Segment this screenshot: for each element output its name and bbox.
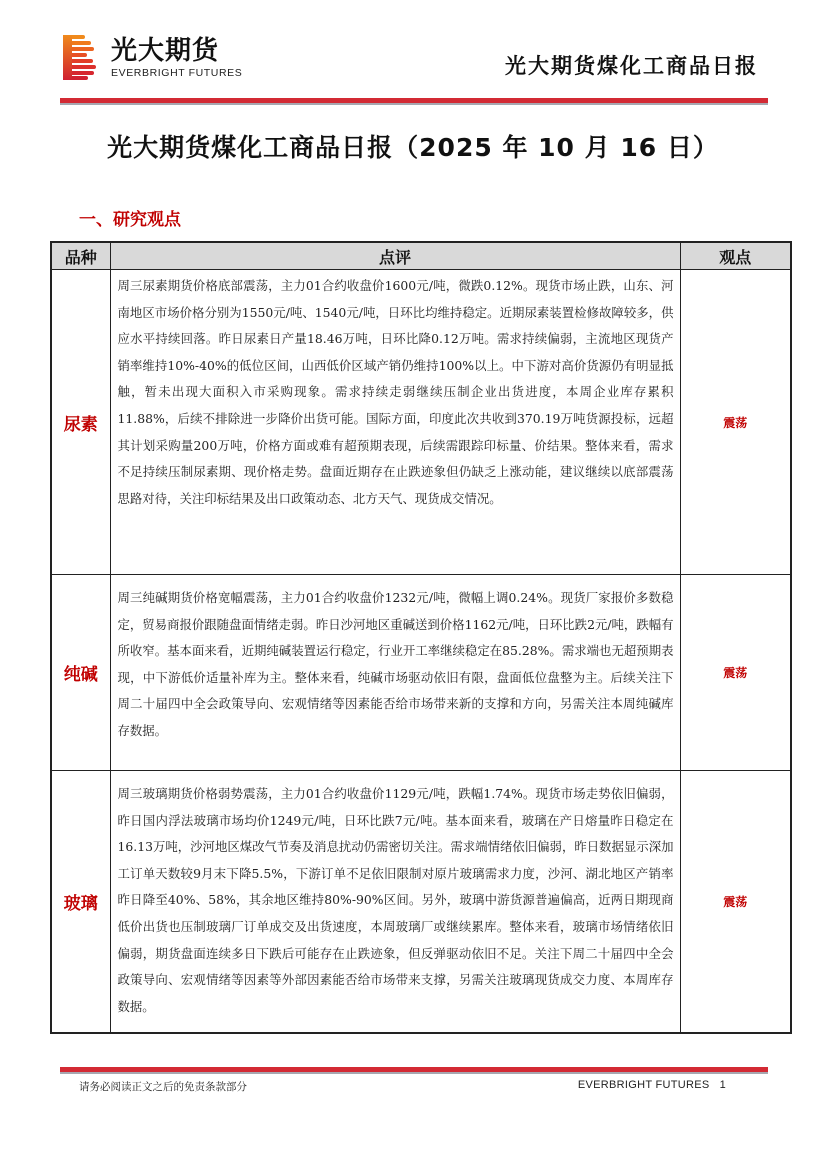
everbright-logo-icon: [63, 35, 97, 80]
view-cell: 震荡: [680, 270, 791, 575]
variety-cell: 玻璃: [51, 771, 110, 1034]
brand-name-en: EVERBRIGHT FUTURES: [111, 66, 243, 79]
footer-disclaimer: 请务必阅读正文之后的免责条款部分: [79, 1081, 247, 1093]
comment-cell: 周三玻璃期货价格弱势震荡，主力01合约收盘价1129元/吨，跌幅1.74%。现货市场走势依旧偏弱，昨日国内浮法玻璃市场均价1249元/吨，日环比跌7元/吨。基本面来看，玻璃在产日熔量昨日稳定在16.13万吨，沙河地区煤改气节奏及消息扰动仍需密切关注。需求端情绪依旧偏弱，昨日数据显示深加工订单天数较9月末下降5.5%，下游订单不足依旧限制对原片玻璃需求力度，沙河、湖北地区产销率昨日降至40%、58%，其余地区维持80%-90%区间。另外，玻璃中游货源普遍偏高，近两日期现商低价出货也压制玻璃厂订单成交及出货速度，本周玻璃厂或继续累库。整体来看，玻璃市场情绪依旧偏弱，期货盘面连续多日下跌后可能存在止跌迹象，但反弹驱动依旧不足。关注下周二十届四中全会政策导向、宏观情绪等因素等外部因素能否给市场带来支撑，另需关注玻璃现货成交力度、本周库存数据。: [110, 771, 680, 1034]
table-header-row: [51, 242, 791, 270]
header-title: 光大期货煤化工商品日报: [505, 54, 758, 78]
brand-logo: [63, 35, 242, 80]
footer-divider: [60, 1067, 768, 1072]
page-number: 1: [719, 1079, 726, 1091]
document-title: 光大期货煤化工商品日报（2025 年 10 月 16 日）: [107, 133, 719, 162]
comment-cell: 周三尿素期货价格底部震荡，主力01合约收盘价1600元/吨，微跌0.12%。现货市场止跌，山东、河南地区市场价格分别为1550元/吨、1540元/吨，日环比均维持稳定。近期尿素装置检修故障较多，供应水平持续回落。昨日尿素日产量18.46万吨，日环比降0.12万吨。需求持续偏弱，主流地区现货产销率维持10%-40%的低位区间，山西低价区域产销仍维持100%以上。中下游对高价货源仍有明显抵触，暂未出现大面积入市采购现象。需求持续走弱继续压制企业出货进度，本周企业库存累积11.88%，后续不排除进一步降价出货可能。国际方面，印度此次共收到370.19万吨货源投标，远超其计划采购量200万吨，价格方面或难有超预期表现，后续需跟踪印标量、价结果。整体来看，需求不足持续压制尿素期、现价格走势。盘面近期存在止跌迹象但仍缺乏上涨动能，建议继续以底部震荡思路对待，关注印标结果及出口政策动态、北方天气、现货成交情况。: [110, 270, 680, 575]
research-views-table: [50, 241, 792, 1034]
column-header-view: 观点: [680, 242, 791, 270]
table-row: [51, 270, 791, 575]
column-header-variety: 品种: [51, 242, 110, 270]
footer-brand-name: EVERBRIGHT FUTURES: [577, 1079, 710, 1091]
variety-cell: 尿素: [51, 270, 110, 575]
comment-cell: 周三纯碱期货价格宽幅震荡，主力01合约收盘价1232元/吨，微幅上调0.24%。现货厂家报价多数稳定，贸易商报价跟随盘面情绪走弱。昨日沙河地区重碱送到价格1162元/吨，日环比跌2元/吨，跌幅有所收窄。基本面来看，近期纯碱装置运行稳定，行业开工率继续稳定在85.28%。需求端也无超预期表现，中下游低价适量补库为主。整体来看，纯碱市场驱动依旧有限，盘面低位盘整为主。后续关注下周二十届四中全会政策导向、宏观情绪等因素能否给市场带来新的支撑和方向，另需关注本周纯碱库存数据。: [110, 575, 680, 771]
column-header-comment: 点评: [110, 242, 680, 270]
section-title: 一、研究观点: [79, 210, 181, 230]
view-cell: 震荡: [680, 575, 791, 771]
table-row: [51, 771, 791, 1034]
view-cell: 震荡: [680, 771, 791, 1034]
footer-brand: [568, 1079, 726, 1091]
header-divider: [60, 98, 768, 103]
variety-cell: 纯碱: [51, 575, 110, 771]
brand-name-cn: 光大期货: [111, 35, 220, 66]
table-row: [51, 575, 791, 771]
